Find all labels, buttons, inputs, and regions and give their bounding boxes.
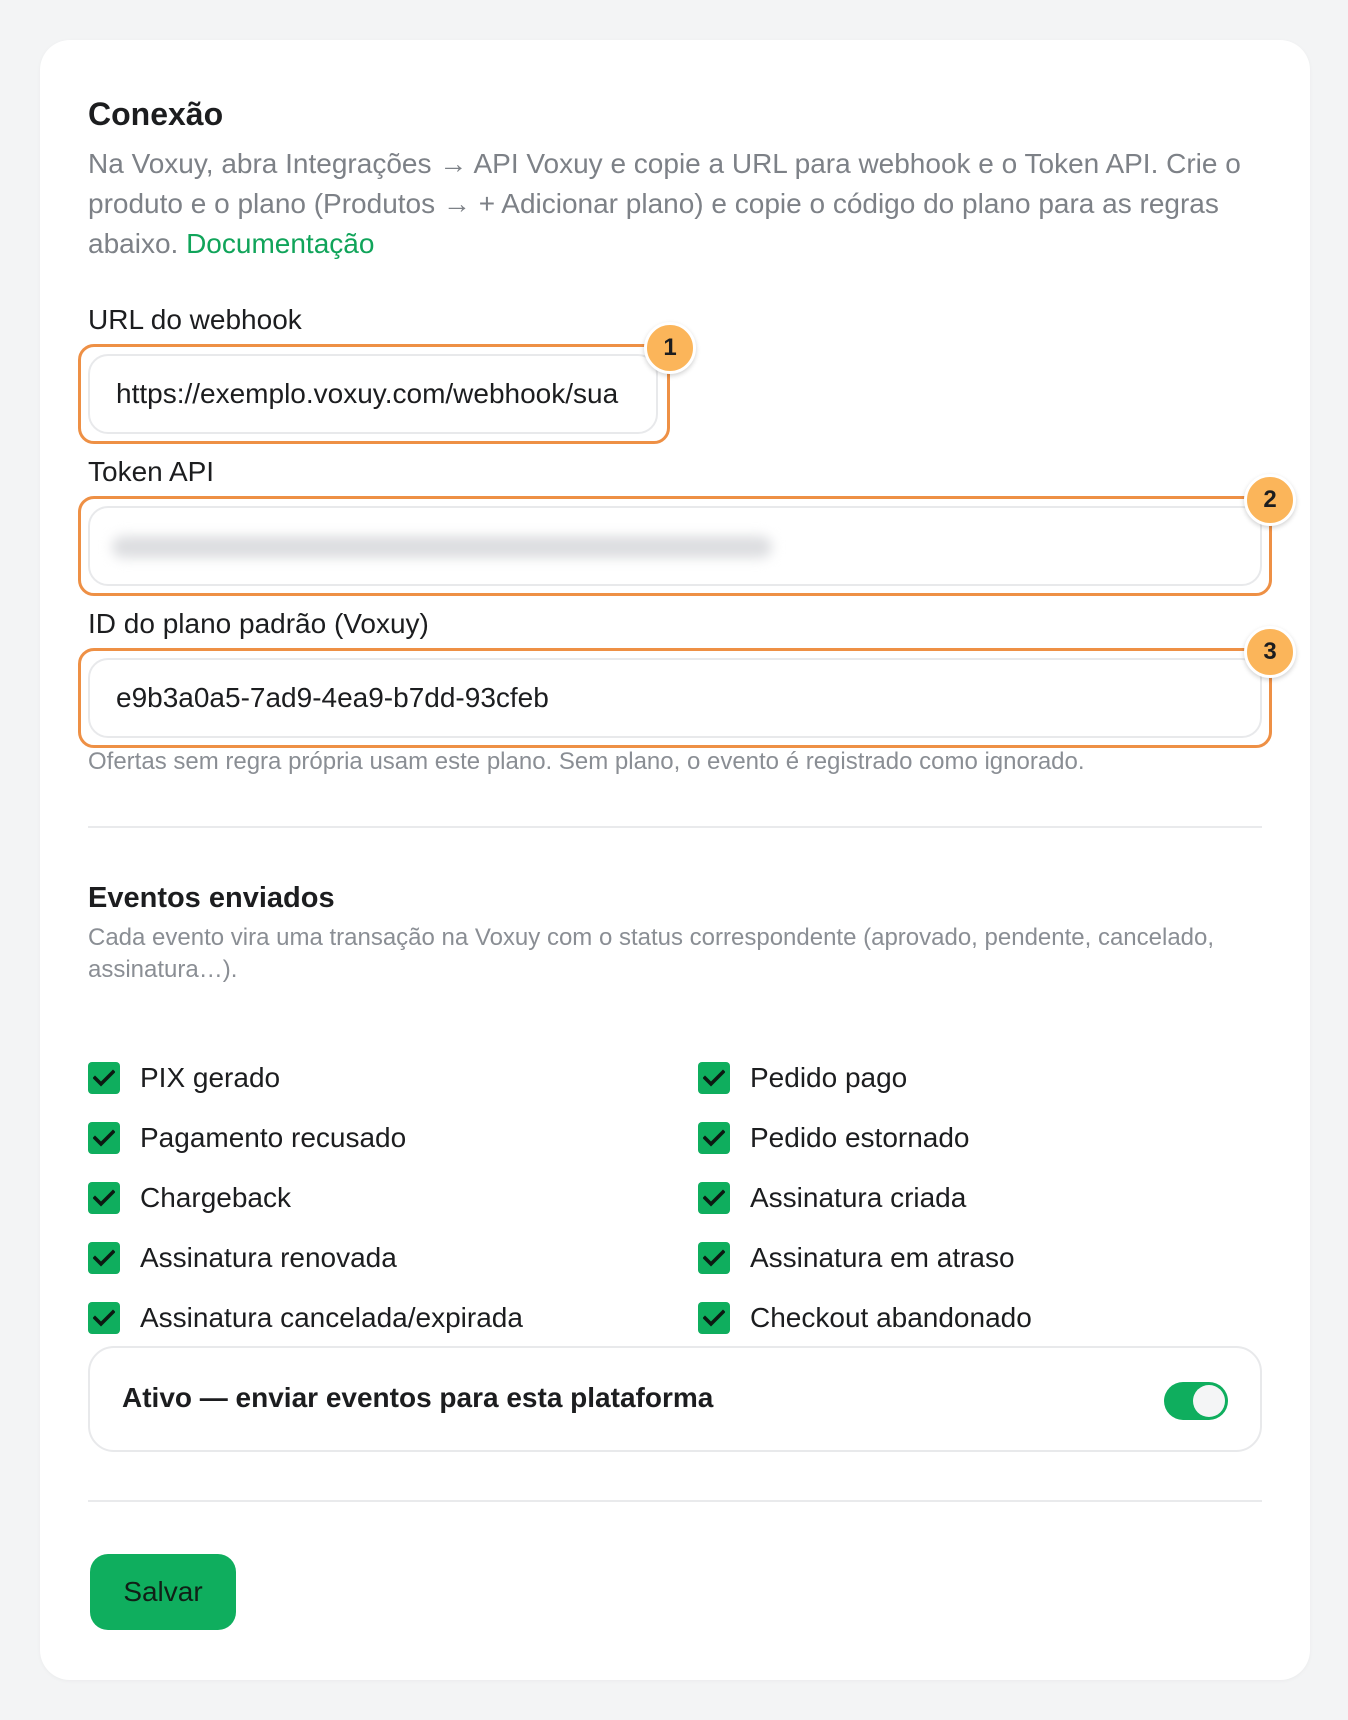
section-title: Conexão — [88, 96, 224, 132]
plan-id-label: ID do plano padrão (Voxuy) — [88, 608, 429, 639]
event-label: Assinatura em atraso — [750, 1242, 1015, 1273]
active-toggle-row — [88, 1346, 1262, 1452]
token-value-blurred — [112, 536, 772, 558]
checkbox-checked-icon[interactable] — [698, 1122, 730, 1154]
checkbox-checked-icon[interactable] — [88, 1242, 120, 1274]
annotation-badge-1: 1 — [644, 322, 696, 374]
webhook-url-input[interactable] — [88, 354, 658, 434]
event-label: Pagamento recusado — [140, 1122, 407, 1153]
checkbox-checked-icon[interactable] — [88, 1182, 120, 1214]
description-text: Na Voxuy, abra Integrações → API Voxuy e copie a URL para webhook e o Token API. Crie o produto e o plano (Produtos → + Adicionar plano) e copie o código do plano para as regras abaixo. — [88, 148, 1241, 259]
event-label: PIX gerado — [140, 1062, 281, 1093]
event-label: Assinatura criada — [750, 1182, 967, 1213]
connection-settings-card — [40, 40, 1310, 1680]
plan-id-input[interactable] — [88, 658, 1262, 738]
event-label: Assinatura cancelada/expirada — [140, 1302, 523, 1333]
toggle-knob — [1193, 1385, 1225, 1417]
checkbox-checked-icon[interactable] — [88, 1302, 120, 1334]
checkbox-checked-icon[interactable] — [698, 1182, 730, 1214]
event-checkbox-row[interactable] — [88, 1298, 523, 1338]
event-checkbox-row[interactable] — [698, 1058, 907, 1098]
plan-id-hint: Ofertas sem regra própria usam este plano. Sem plano, o evento é registrado como ignorado. — [88, 748, 1085, 775]
event-checkbox-row[interactable] — [698, 1298, 1032, 1338]
event-checkbox-row[interactable] — [88, 1058, 280, 1098]
webhook-url-label: URL do webhook — [88, 304, 302, 335]
event-label: Pedido estornado — [750, 1122, 970, 1153]
documentation-link[interactable]: Documentação — [186, 228, 375, 259]
divider — [88, 1500, 1262, 1502]
event-label: Checkout abandonado — [750, 1302, 1032, 1333]
event-checkbox-row[interactable] — [698, 1178, 966, 1218]
event-label: Chargeback — [140, 1182, 291, 1213]
checkbox-checked-icon[interactable] — [88, 1062, 120, 1094]
section-description — [88, 144, 1268, 264]
checkbox-checked-icon[interactable] — [698, 1242, 730, 1274]
events-description: Cada evento vira uma transação na Voxuy com o status correspondente (aprovado, pendente, cancelado, assinatura…). — [88, 924, 1215, 983]
active-toggle-switch[interactable] — [1164, 1382, 1228, 1420]
checkbox-checked-icon[interactable] — [88, 1122, 120, 1154]
annotation-badge-3: 3 — [1244, 626, 1296, 678]
checkbox-checked-icon[interactable] — [698, 1302, 730, 1334]
event-checkbox-row[interactable] — [698, 1118, 970, 1158]
save-button[interactable]: Salvar — [90, 1554, 236, 1630]
event-checkbox-row[interactable] — [88, 1118, 406, 1158]
active-toggle-label: Ativo — enviar eventos para esta plataforma — [122, 1382, 714, 1413]
annotation-badge-2: 2 — [1244, 474, 1296, 526]
token-api-label: Token API — [88, 456, 215, 487]
event-label: Assinatura renovada — [140, 1242, 397, 1273]
events-title: Eventos enviados — [88, 882, 335, 914]
event-checkbox-row[interactable] — [698, 1238, 1015, 1278]
divider — [88, 826, 1262, 828]
event-label: Pedido pago — [750, 1062, 908, 1093]
event-checkbox-row[interactable] — [88, 1178, 291, 1218]
checkbox-checked-icon[interactable] — [698, 1062, 730, 1094]
event-checkbox-row[interactable] — [88, 1238, 397, 1278]
